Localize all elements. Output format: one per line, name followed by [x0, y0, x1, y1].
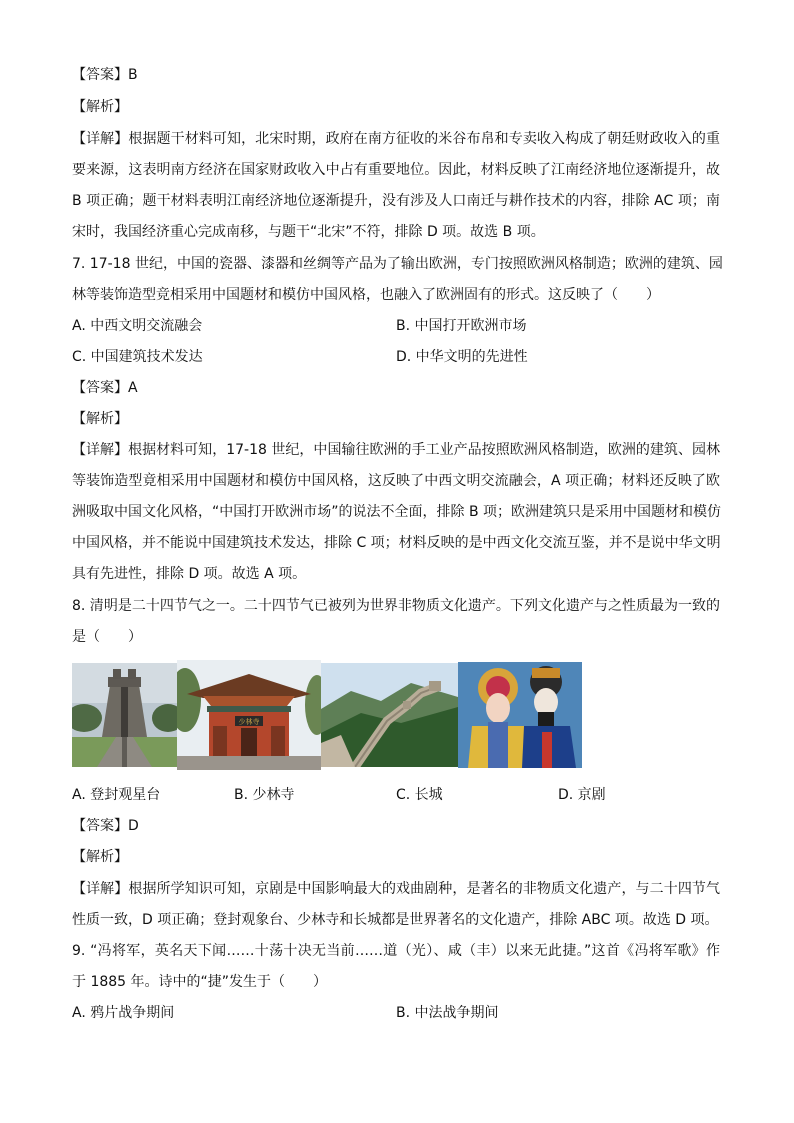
- answer-label: 【答案】D: [72, 818, 139, 834]
- question-stem: 于 1885 年。诗中的“捷”发生于（ ）: [72, 974, 328, 990]
- option-a: A. 登封观星台: [72, 787, 161, 803]
- answer-label: 【答案】B: [72, 67, 138, 83]
- option-b: B. 中法战争期间: [396, 1005, 499, 1021]
- question-stem: 7. 17-18 世纪，中国的瓷器、漆器和丝绸等产品为了输出欧洲，专门按照欧洲风格制造；欧洲的建筑、园: [72, 256, 723, 272]
- detail-line: 具有先进性，排除 D 项。故选 A 项。: [72, 566, 307, 582]
- option-d: D. 京剧: [558, 787, 606, 803]
- answer-label: 【答案】A: [72, 380, 138, 396]
- detail-line: 中国风格，并不能说中国建筑技术发达，排除 C 项；材料反映的是中西文化交流互鉴，并不是说中华文明: [72, 535, 721, 551]
- option-d: D. 中华文明的先进性: [396, 349, 528, 365]
- analysis-label: 【解析】: [72, 411, 128, 427]
- option-c: C. 长城: [396, 787, 443, 803]
- detail-line: 宋时，我国经济重心完成南移，与题干“北宋”不符，排除 D 项。故选 B 项。: [72, 224, 545, 240]
- great-wall-photo: [321, 663, 458, 767]
- option-a: A. 中西文明交流融会: [72, 318, 203, 334]
- option-b: B. 少林寺: [234, 787, 295, 803]
- detail-line: 【详解】根据题干材料可知，北宋时期，政府在南方征收的米谷布帛和专卖收入构成了朝廷财政收入的重: [72, 131, 720, 147]
- detail-line: 性质一致，D 项正确；登封观象台、少林寺和长城都是世界著名的文化遗产，排除 ABC 项。故选 D 项。: [72, 912, 719, 928]
- detail-line: 洲吸取中国文化风格，“中国打开欧洲市场”的说法不全面，排除 B 项；欧洲建筑只是采用中国题材和模仿: [72, 504, 722, 520]
- detail-line: 【详解】根据材料可知，17-18 世纪，中国输往欧洲的手工业产品按照欧洲风格制造，欧洲的建筑、园林: [72, 442, 720, 458]
- observatory-photo: [72, 663, 177, 767]
- temple-sign: 少林寺: [238, 718, 260, 726]
- detail-line: 【详解】根据所学知识可知，京剧是中国影响最大的戏曲剧种，是著名的非物质文化遗产，与二十四节气: [72, 881, 720, 897]
- analysis-label: 【解析】: [72, 99, 128, 115]
- analysis-label: 【解析】: [72, 849, 128, 865]
- question-stem: 9. “冯将军，英名天下闻……十荡十决无当前……道（光）、咸（丰）以来无此捷。”这首《冯将军歌》作: [72, 943, 720, 959]
- question-stem: 8. 清明是二十四节气之一。二十四节气已被列为世界非物质文化遗产。下列文化遗产与之性质最为一致的: [72, 598, 720, 614]
- option-b: B. 中国打开欧洲市场: [396, 318, 527, 334]
- shaolin-temple-photo: [177, 660, 321, 770]
- detail-line: 等装饰造型竟相采用中国题材和模仿中国风格，这反映了中西文明交流融会，A 项正确；材料还反映了欧: [72, 473, 720, 489]
- question-stem: 是（ ）: [72, 629, 142, 645]
- question-stem: 林等装饰造型竞相采用中国题材和模仿中国风格，也融入了欧洲固有的形式。这反映了（ ）: [72, 287, 660, 303]
- detail-line: 要来源，这表明南方经济在国家财政收入中占有重要地位。因此，材料反映了江南经济地位逐渐提升，故: [72, 162, 720, 178]
- detail-line: B 项正确；题干材料表明江南经济地位逐渐提升，没有涉及人口南迁与耕作技术的内容，排除 AC 项；南: [72, 193, 720, 209]
- option-a: A. 鸦片战争期间: [72, 1005, 175, 1021]
- option-c: C. 中国建筑技术发达: [72, 349, 203, 365]
- peking-opera-photo: [458, 662, 582, 768]
